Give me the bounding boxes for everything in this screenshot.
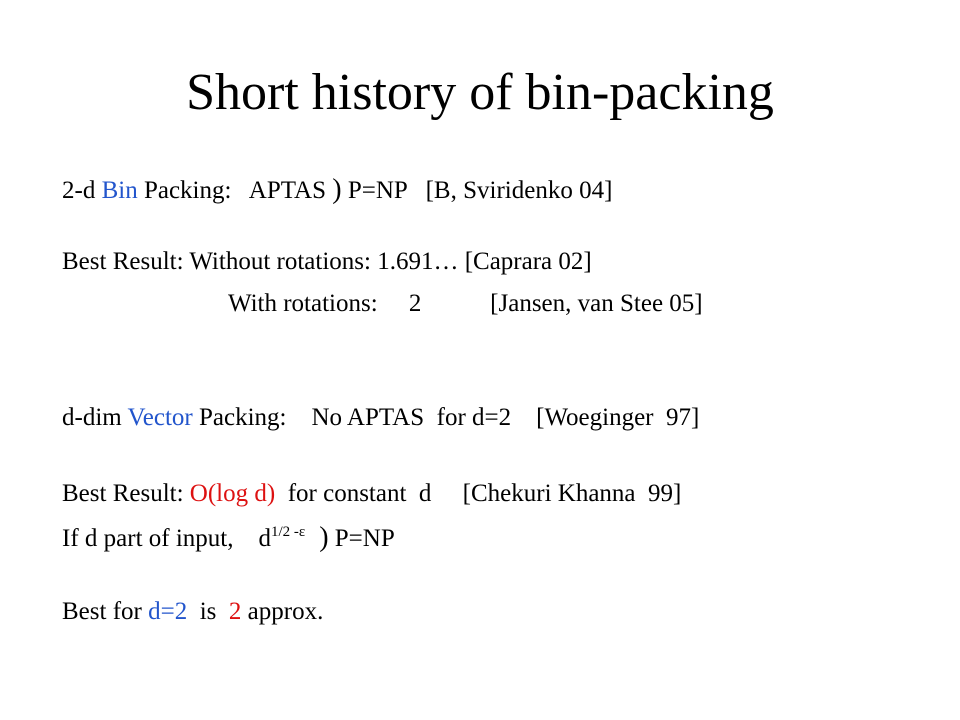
highlight-2: 2 xyxy=(228,598,242,625)
text-best-result: Best Result: xyxy=(62,480,190,507)
highlight-d2: d=2 xyxy=(148,598,188,625)
highlight-bin: Bin xyxy=(101,177,138,204)
text-2d: 2-d xyxy=(62,177,102,204)
implies-symbol: ) xyxy=(305,522,329,553)
line-with-rotations: With rotations: 2 [Jansen, van Stee 05] xyxy=(228,290,703,317)
line-vector-packing xyxy=(62,402,699,434)
text-constant-d-reference: for constant d [Chekuri Khanna 99] xyxy=(275,480,682,507)
line-best-result-log-d xyxy=(62,478,681,510)
text-vector-details: Packing: No APTAS for d=2 [Woeginger 97] xyxy=(192,404,700,431)
highlight-vector: Vector xyxy=(127,404,193,431)
text-pnp-reference: P=NP [B, Sviridenko 04] xyxy=(341,177,613,204)
exponent-half-minus-eps: 1/2 -ε xyxy=(270,524,306,540)
page-title: Short history of bin-packing xyxy=(186,64,774,121)
line-best-for-d2 xyxy=(62,596,323,628)
text-pnp: P=NP xyxy=(328,525,395,552)
line-2d-bin-packing xyxy=(62,174,612,207)
text-d-part-of-input: If d part of input, d xyxy=(62,525,271,552)
text-packing-aptas: Packing: APTAS xyxy=(137,177,333,204)
text-best-for: Best for xyxy=(62,598,149,625)
text-is: is xyxy=(187,598,229,625)
implies-symbol: ) xyxy=(332,174,342,205)
line-best-result-without-rotations: Best Result: Without rotations: 1.691… [Caprara 02] xyxy=(62,248,592,275)
text-d-dim: d-dim xyxy=(62,404,128,431)
text-approx: approx. xyxy=(241,598,324,625)
highlight-olog-d: O(log d) xyxy=(189,480,276,507)
line-d-part-of-input xyxy=(62,516,395,555)
